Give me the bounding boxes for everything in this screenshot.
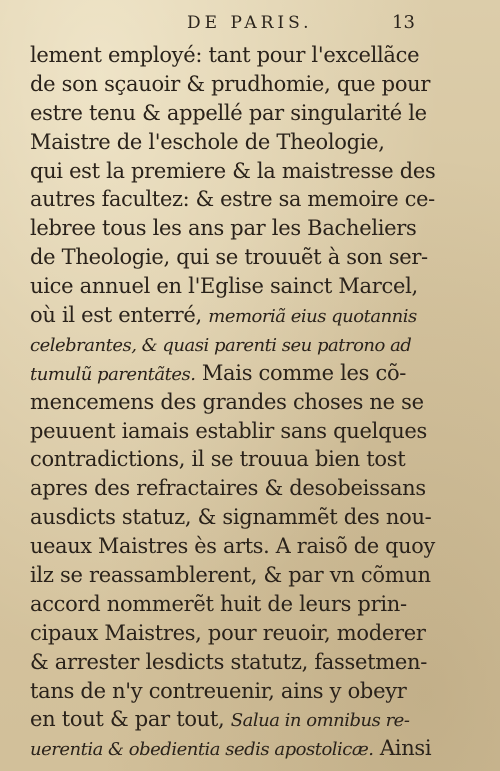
page-header (0, 10, 500, 40)
latin-quotation: celebrantes, & quasi parenti seu patrono ad (30, 334, 412, 356)
roman-text: peuuent iamais establir sans quelques (30, 418, 428, 443)
text-line (30, 561, 430, 590)
text-line (30, 532, 435, 561)
roman-text: estre tenu & appellé par singularité le (30, 100, 427, 125)
text-line (30, 734, 430, 763)
running-head: DE PARIS. (187, 13, 313, 33)
roman-text: uice annuel en l'Eglise sainct Marcel, (30, 274, 418, 299)
text-line (30, 243, 430, 272)
roman-text: ueaux Maistres ès arts. A raisõ de quoy (30, 534, 435, 559)
text-line (30, 99, 430, 128)
text-line (30, 677, 430, 706)
roman-text: tans de n'y contreuenir, ains y obeyr (30, 678, 407, 703)
latin-quotation: uerentia & obedientia sedis apostolicæ. (30, 739, 374, 761)
roman-text: lebree tous les ans par les Bacheliers (30, 216, 417, 241)
roman-text: lement employé: tant pour l'excellãce (30, 43, 420, 67)
text-line (30, 388, 430, 417)
roman-text: & arrester lesdicts statutz, fassetmen- (30, 649, 428, 674)
text-line (30, 185, 435, 214)
text-line (30, 272, 430, 301)
roman-text: Maistre de l'eschole de Theologie, (30, 129, 385, 154)
text-line (30, 157, 436, 186)
text-line (30, 214, 430, 243)
page-number: 13 (392, 12, 415, 33)
roman-text: mencemens des grandes choses ne se (30, 389, 424, 414)
text-line (30, 445, 430, 474)
roman-text: accord nommerẽt huit de leurs prin- (30, 591, 407, 616)
latin-quotation: tumulũ parentãtes. (30, 363, 196, 385)
roman-text: ausdicts statuz, & signammẽt des nou- (30, 505, 432, 530)
text-line (30, 417, 430, 446)
text-line (30, 359, 430, 388)
text-line (30, 503, 430, 532)
text-line (30, 590, 430, 619)
roman-text: cipaux Maistres, pour reuoir, moderer (30, 620, 426, 645)
text-line (30, 619, 430, 648)
text-line (30, 474, 430, 503)
text-line (30, 330, 430, 359)
roman-text: où il est enterré, (30, 303, 209, 328)
roman-text: contradictions, il se trouua bien tost (30, 447, 406, 472)
roman-text: Ainsi (373, 736, 432, 761)
latin-quotation: memoriã eius quotannis (208, 306, 417, 328)
roman-text: apres des refractaires & desobeissans (30, 476, 426, 501)
roman-text: en tout & par tout, (30, 707, 231, 732)
text-line (30, 301, 430, 330)
roman-text: Mais comme les cõ- (195, 360, 407, 385)
body-text (30, 41, 436, 763)
latin-quotation: Salua in omnibus re- (230, 710, 410, 732)
text-line (30, 70, 430, 99)
text-line (30, 41, 430, 70)
roman-text: de Theologie, qui se trouuẽt à son ser- (30, 245, 428, 270)
roman-text: autres facultez: & estre sa memoire ce- (30, 187, 435, 212)
text-line (30, 128, 430, 157)
text-line (30, 705, 430, 734)
roman-text: de son sçauoir & prudhomie, que pour (30, 71, 431, 96)
text-line (30, 648, 430, 677)
roman-text: qui est la premiere & la maistresse des (30, 158, 436, 183)
roman-text: ilz se reassamblerent, & par vn cõmun (30, 563, 431, 588)
